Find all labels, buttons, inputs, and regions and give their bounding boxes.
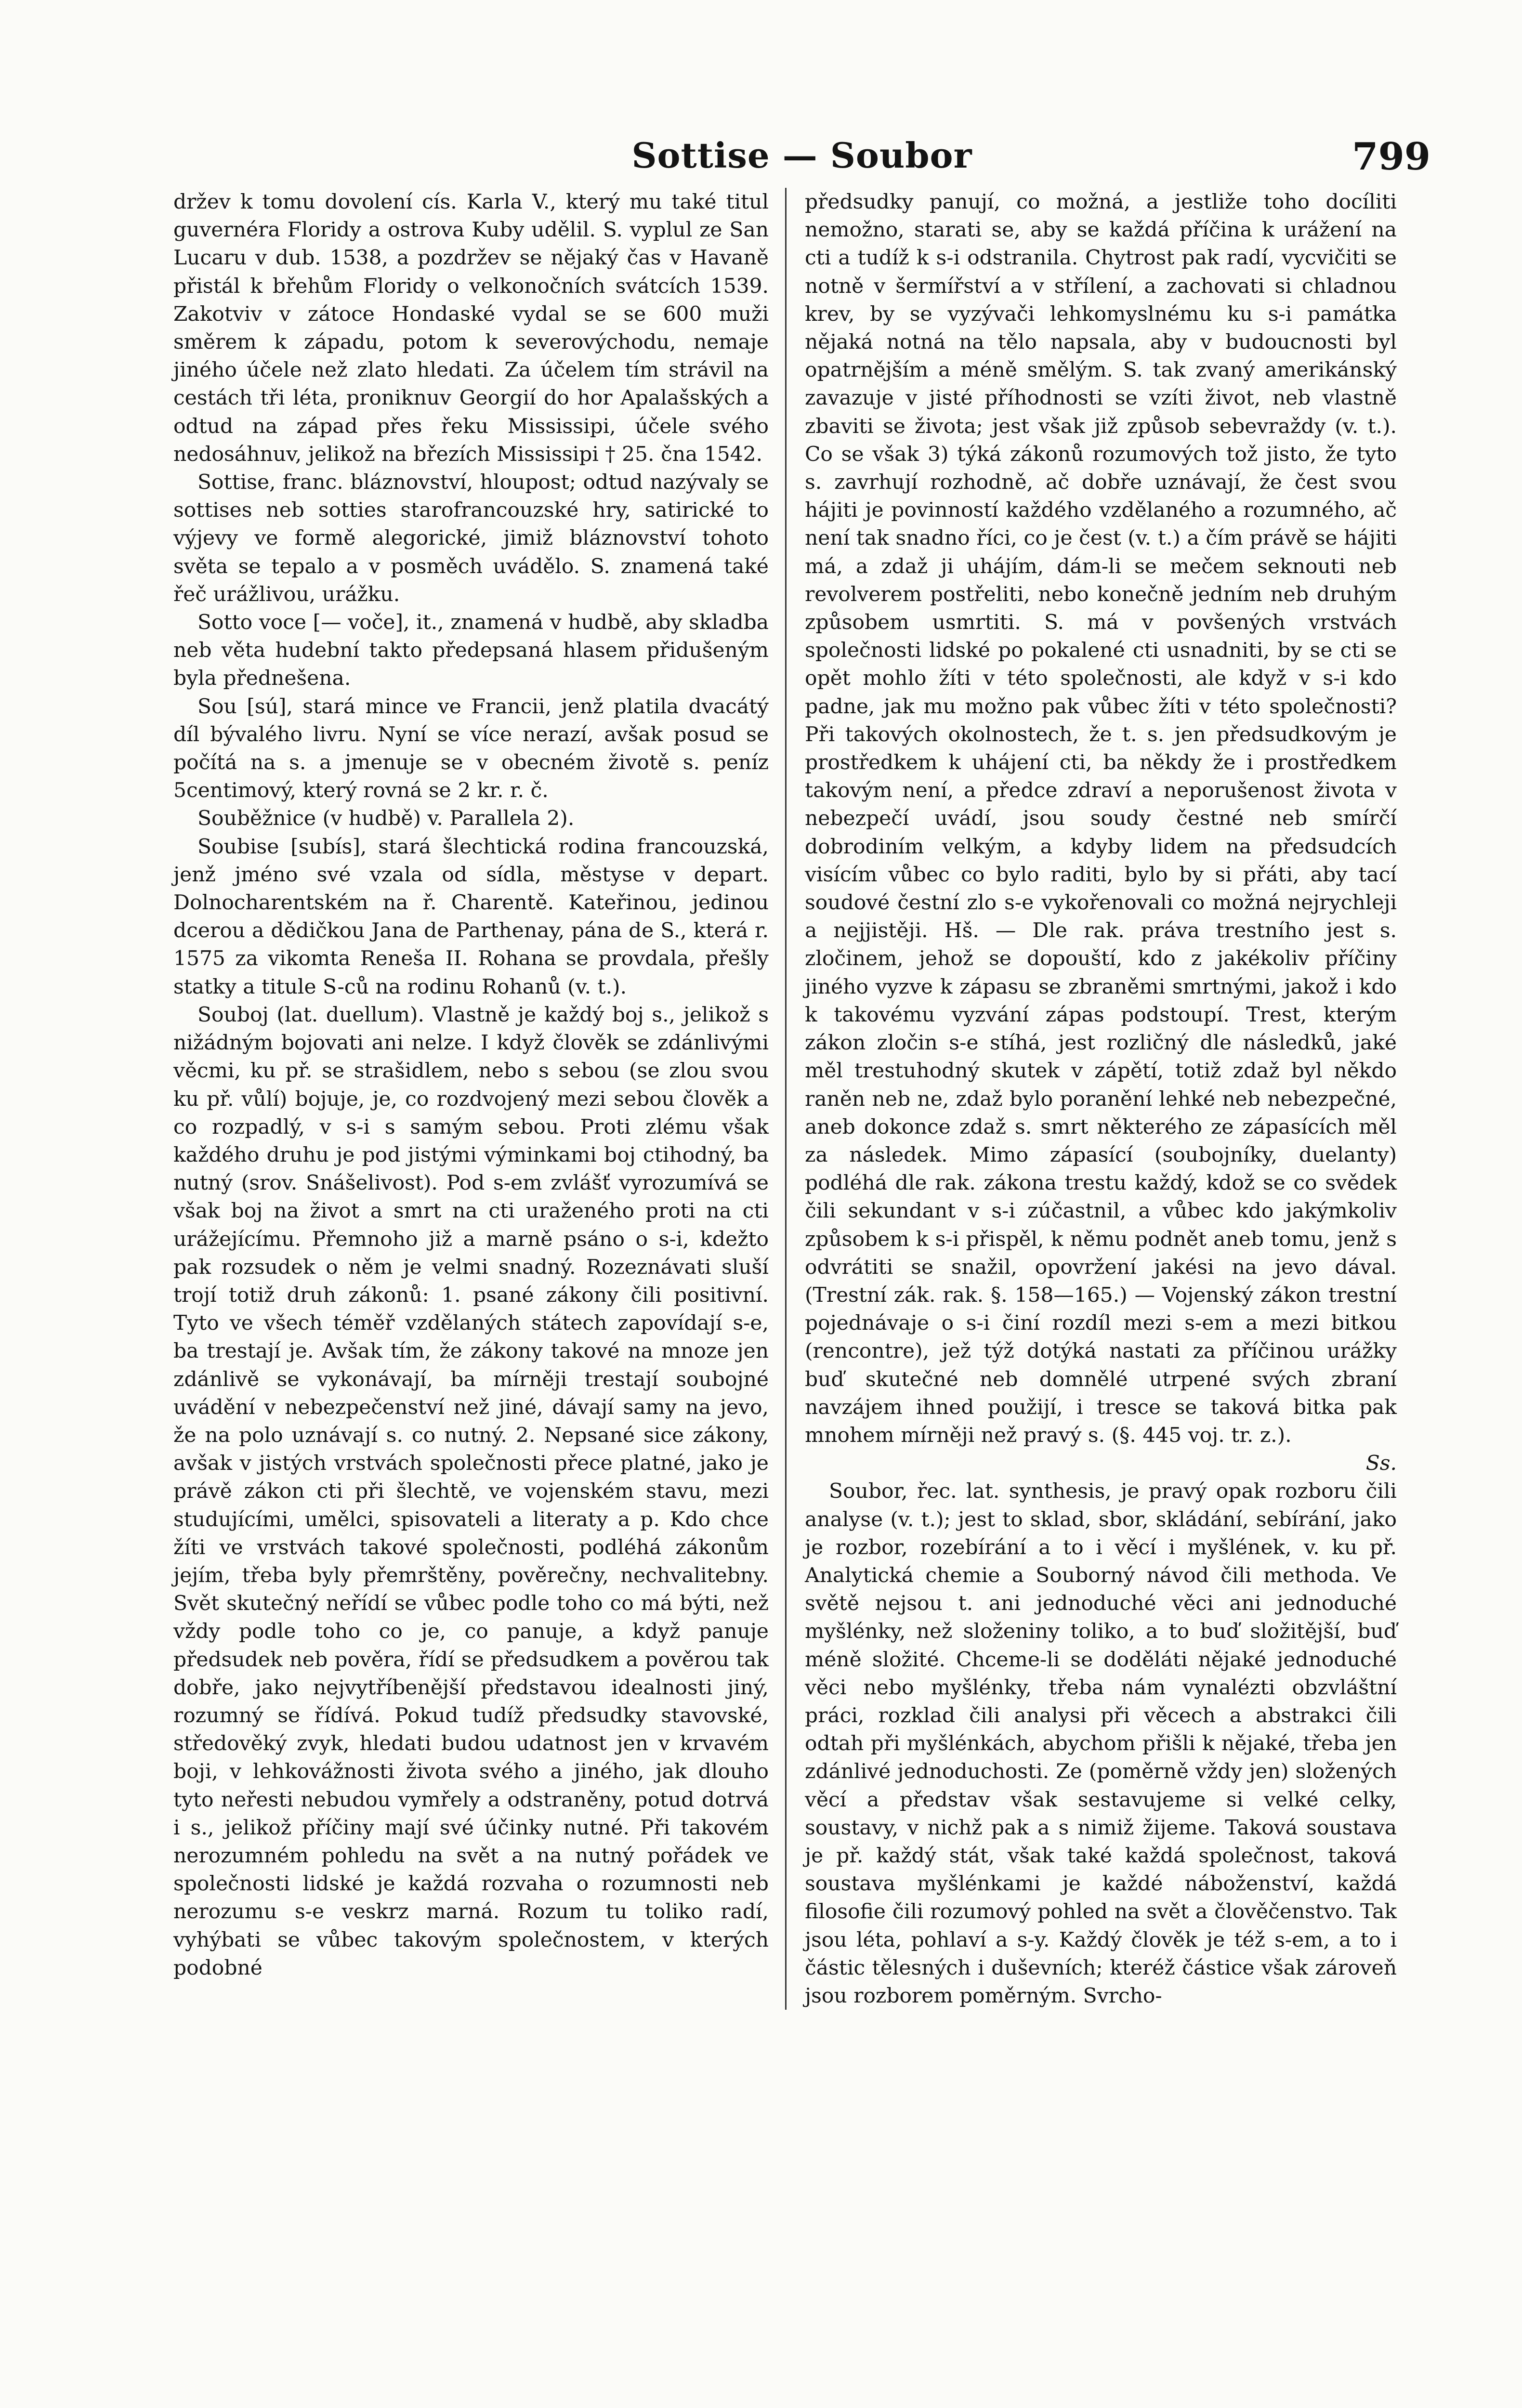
entry-soubor: Soubor, řec. lat. synthesis, je pravý opak rozboru čili analyse (v. t.); jest to sklad, sbor, skládání, sebírání, jako je rozbor, rozebírání a to i věcí i myšlének, v. ku př. Analytická chemie a Souborný návod čili methoda. Ve světě nejsou t. ani jednoduché věci ani jednoduché myšlénky, než složeniny toliko, a to buď složitější, buď méně složité. Chceme-li se doděláti nějaké jednoduché věci nebo myšlénky, třeba nám vynalézti obzvláštní práci, rozklad čili analysi při věcech a abstrakci čili odtah při myšlénkách, abychom přišli k nějaké, třeba jen zdánlivé jednoduchosti. Ze (poměrně vždy jen) složených věcí a představ však sestavujeme si velké celky, soustavy, v nichž pak a s nimiž žijeme. Taková soustava je př. každý stát, však také každá společnost, taková soustava myšlénkami je každé náboženství, každá filosofie čili rozumový pohled na svět a člověčenstvo. Tak jsou léta, pohlaví a s-y. Každý člověk je též s-em, a to i částic tělesných i duševních; kteréž částice však zároveň jsou rozborem poměrným. Svrcho- — [805, 1479, 1397, 2007]
running-header — [173, 120, 1430, 178]
entry-soubise: Soubise [subís], stará šlechtická rodina francouzská, jenž jméno své vzala od sídla, městyse v depart. Dolnocharentském na ř. Charentě. Kateřinou, jedinou dcerou a dědičkou Jana de Parthenay, pána de S., která r. 1575 za vikomta Reneša II. Rohana se provdala, přešly statky a titule S-ců na rodinu Rohanů (v. t.). — [173, 834, 769, 998]
running-title: Sottise — Soubor — [631, 135, 972, 176]
paragraph-continuation: držev k tomu dovolení cís. Karla V., který mu také titul guvernéra Floridy a ostrova Kuby udělil. S. vyplul ze San Lucaru v dub. 1538, a pozdržev se nějaký čas v Havaně přistál k břehům Floridy o velkonočních svátcích 1539. Zakotviv v zátoce Hondaské vydal se se 600 muži směrem k západu, potom k severovýchodu, nemaje jiného účele než zlato hledati. Za účelem tím strávil na cestách tři léta, proniknuv Georgií do hor Apalašských a odtud na západ přes řeku Mississipi, účele svého nedosáhnuv, jelikož na březích Mississipi † 25. čna 1542. — [173, 190, 769, 466]
left-column — [173, 188, 785, 2010]
entry-sotto-voce: Sotto voce [— voče], it., znamená v hudbě, aby skladba neb věta hudební takto předepsaná hlasem přidušeným byla přednešena. — [173, 610, 769, 690]
right-column — [785, 188, 1397, 2010]
entry-souboj: Souboj (lat. duellum). Vlastně je každý boj s., jelikož s nižádným bojovati ani nelze. I když člověk se zdánlivými věcmi, ku př. se strašidlem, nebo s sebou (se zlou svou ku př. vůlí) bojuje, je, co rozdvojený mezi sebou člověk a co rozpadlý, v s-i s samým sebou. Proti zlému však každého druhu je pod jistými výminkami boj ctihodný, ba nutný (srov. Snášelivost). Pod s-em zvlášť vyrozumívá se však boj na život a smrt na cti uraženého proti na cti urážejícímu. Přemnoho již a marně psáno o s-i, kdežto pak rozsudek o něm je velmi snadný. Rozeznávati sluší trojí totiž druh zákonů: 1. psané zákony čili positivní. Tyto ve všech téměř vzdělaných státech zapovídají s-e, ba trestají je. Avšak tím, že zákony takové na mnoze jen zdánlivě se vykonávají, ba mírněji trestají soubojné uvádění v nebezpečenství než jiné, dávají samy na jevo, že na polo uznávají s. co nutný. 2. Nepsané sice zákony, avšak v jistých vrstvách společnosti přece platné, jako je právě zákon cti při šlechtě, ve vojenském stavu, mezi studujícími, umělci, spisovateli a literaty a p. Kdo chce žíti ve vrstvách takové společnosti, podléhá zákonům jejím, třeba byly přemrštěny, pověrečny, nechvalitebny. Svět skutečný neřídí se vůbec podle toho co má býti, než vždy podle toho co je, co panuje, a když panuje předsudek neb pověra, řídí se předsudkem a pověrou tak dobře, jako nejvytříbenější představou idealnosti jiný, rozumný se řídívá. Pokud tudíž předsudky stavovské, středověký zvyk, hledati budou udatnost jen v krvavém boji, v lehkovážnosti života svého a jiného, jak dlouho tyto neřesti nebudou vymřely a odstraněny, potud dotrvá i s., jelikož příčiny mají své účinky nutné. Při takovém nerozumném pohledu na svět a na nutný pořádek ve společnosti lidské je každá rozvaha o rozumnosti neb nerozumu s-e veskrz marná. Rozum tu toliko radí, vyhýbati se vůbec takovým společnostem, v kterých podobné — [173, 1002, 769, 1979]
paragraph-continuation-right: předsudky panují, co možná, a jestliže toho docíliti nemožno, starati se, aby se každá příčina k urážení na cti a tudíž k s-i odstranila. Chytrost pak radí, vycvičiti se notně v šermířství a v střílení, a zachovati si chladnou krev, by se vyzývači lehkomyslnému ku s-i památka nějaká notná na tělo napsala, aby v budoucnosti byl opatrnějším a méně smělým. S. tak zvaný amerikánský zavazuje v jisté příhodnosti se vzíti život, neb vlastně zbaviti se života; jest však již způsob sebevraždy (v. t.). Co se však 3) týká zákonů rozumových tož jisto, že tyto s. zavrhují rozhodně, ač dobře uznávají, že čest svou hájiti je povinností každého vzdělaného a rozumného, ač není tak snadno říci, co je čest (v. t.) a čím právě se hájiti má, a zdaž ji uhájím, dám-li se mečem seknouti neb revolverem postřeliti, nebo konečně jedním neb druhým způsobem usmrtiti. S. má v povšených vrstvách společnosti lidské po pokalené cti usnadniti, by se cti se opět mohlo žíti v této společnosti, ale když v s-i kdo padne, jak mu možno pak vůbec žíti v této společnosti? Při takových okolnostech, že t. s. jen předsudkovým je prostředkem k uhájení cti, ba někdy že i prostředkem takovým není, a předce zdraví a neporušenost života v nebezpečí uvádí, jsou soudy čestné neb smírčí dobrodiním velkým, a kdyby lidem na předsudcích visícím vůbec co bylo raditi, bylo by si přáti, aby tací soudové čestní zlo s-e vykořenovali co možná nejrychleji a nejjistěji. Hš. — Dle rak. práva trestního jest s. zločinem, jehož se dopouští, kdo z jakékoliv příčiny jiného vyzve k zápasu se zbraněmi smrtnými, jakož i kdo k takovému vyzvání zápas podstoupí. Trest, kterým zákon zločin s-e stíhá, jest rozličný dle následků, jaké měl trestuhodný skutek v zápětí, totiž zdaž byl někdo raněn neb ne, zdaž bylo poranění lehké neb nebezpečné, aneb dokonce zdaž s. smrt některého ze zápasících měl za následek. Mimo zápasící (soubojníky, duelanty) podléhá dle rak. zákona trestu každý, kdož se co svědek čili sekundant v s-i zúčastnil, a vůbec kdo jakýmkoliv způsobem k s-i přispěl, k němu podnět aneb tomu, jenž s odvrátiti se snažil, opovržení jakési na jevo dával. (Trestní zák. rak. §. 158—165.) — Vojenský zákon trestní pojednávaje o s-i činí rozdíl mezi s-em a mezi bitkou (rencontre), jež týž dotýká nastati za příčinou urážky buď skutečné neb domnělé utrpené svých zbraní navzájem ihned použijí, i tresce se taková bitka pak mnohem mírněji než pravý s. (§. 445 voj. tr. z.). — [805, 190, 1397, 1447]
entry-sottise: Sottise, franc. bláznovství, hloupost; odtud nazývaly se sottises neb sotties starofrancouzské hry, satirické to výjevy ve formě alegorické, jimiž bláznovství tohoto světa se tepalo a v posměch uvádělo. S. znamená také řeč urážlivou, urážku. — [173, 470, 769, 606]
entry-sou: Sou [sú], stará mince ve Francii, jenž platila dvacátý díl bývalého livru. Nyní se více nerazí, avšak posud se počítá na s. a jmenuje se v obecném životě s. peníz 5centimový, který rovná se 2 kr. r. č. — [173, 694, 769, 802]
author-signature: Ss. — [1365, 1451, 1397, 1475]
entry-soubeznice: Souběžnice (v hudbě) v. Parallela 2). — [197, 806, 575, 830]
page-number: 799 — [1352, 135, 1430, 179]
text-columns — [173, 188, 1430, 2010]
